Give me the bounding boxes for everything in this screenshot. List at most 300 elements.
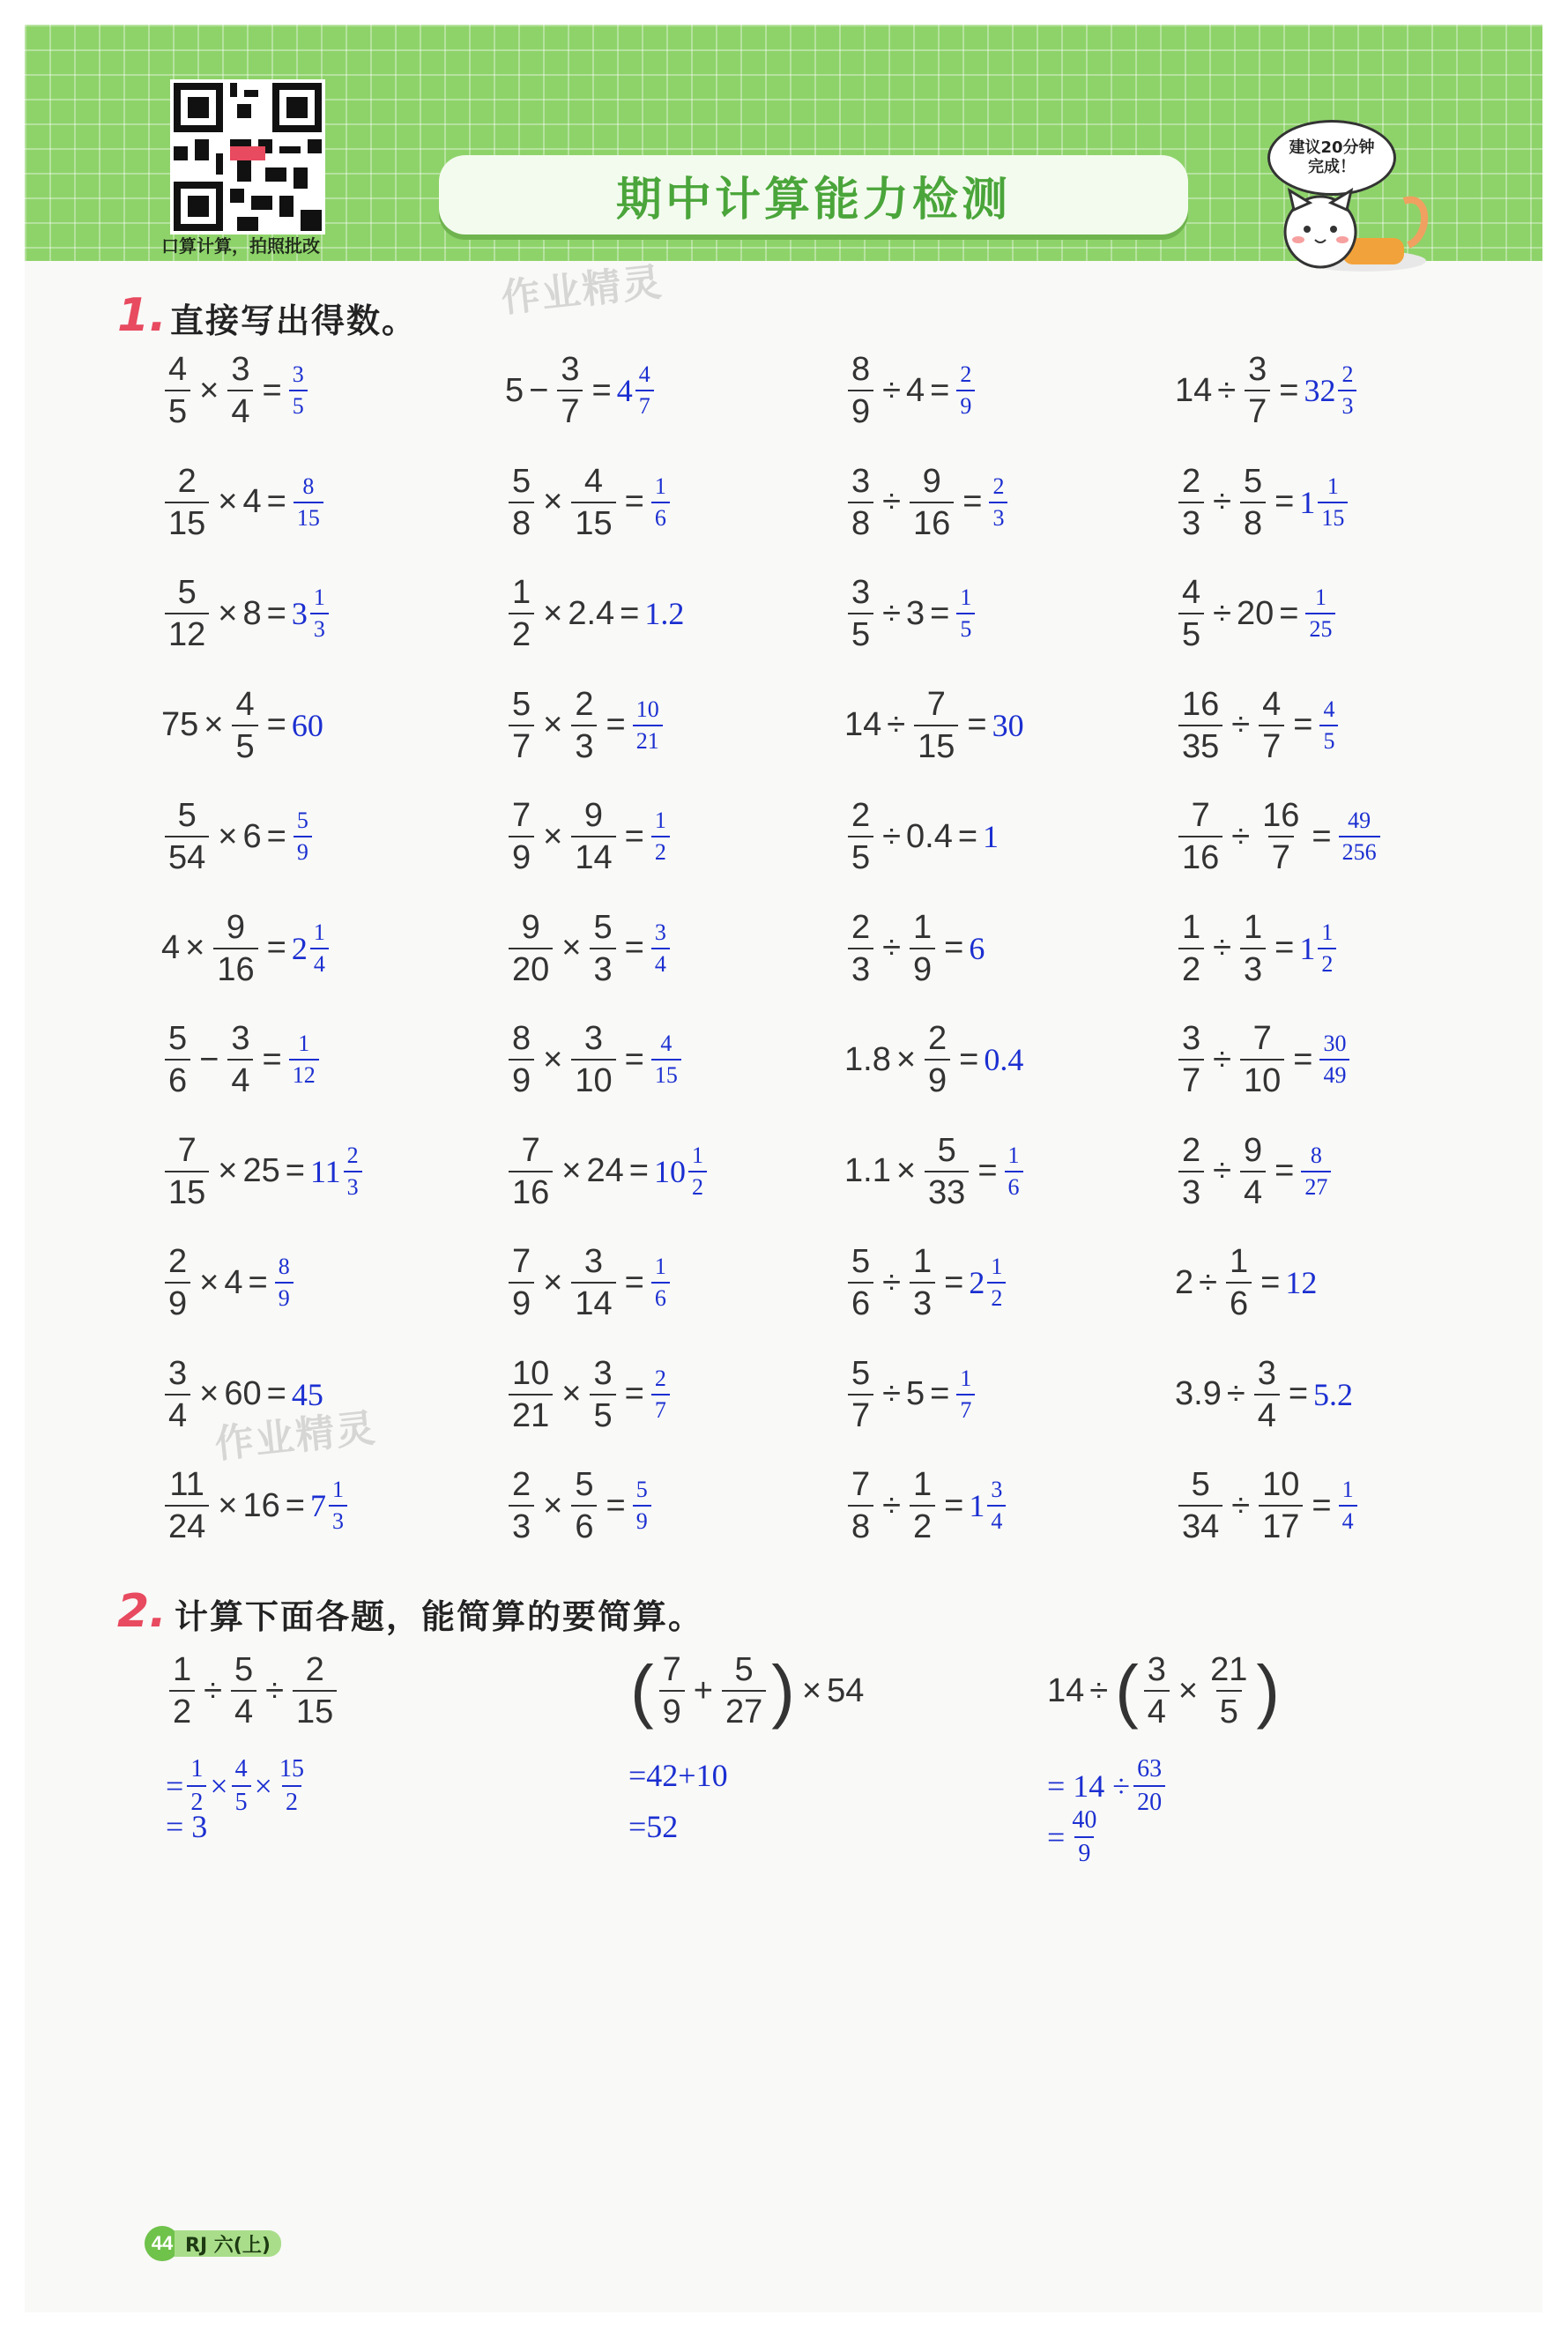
fraction [651, 1032, 681, 1087]
operator: ÷ [1089, 1671, 1109, 1709]
numerator: 5 [851, 1243, 871, 1280]
number: = [166, 1768, 184, 1804]
operator: ÷ [882, 594, 901, 632]
numerator: 2 [575, 685, 594, 723]
fraction [509, 1131, 553, 1211]
numerator: 15 [279, 1755, 304, 1783]
operator: = [620, 594, 640, 632]
operator: ÷ [1213, 1152, 1231, 1189]
denominator: 3 [310, 613, 329, 641]
numerator: 1 [654, 1254, 666, 1279]
denominator: 6 [651, 502, 670, 530]
number: 5.2 [1313, 1376, 1354, 1412]
operator: × [218, 817, 238, 855]
numerator: 4 [1262, 685, 1282, 723]
operator: = [266, 594, 286, 632]
numerator: 5 [734, 1651, 754, 1688]
denominator: 2 [282, 1785, 301, 1815]
problem-item [844, 565, 977, 662]
operator: = [957, 817, 978, 855]
numerator: 1 [1244, 908, 1263, 946]
fraction [1144, 1653, 1170, 1729]
fraction [169, 1653, 195, 1729]
denominator: 2 [509, 613, 534, 651]
denominator: 21 [633, 725, 663, 753]
numerator: 1 [1341, 1477, 1354, 1502]
number: 12 [1285, 1265, 1318, 1300]
denominator: 4 [1339, 1505, 1357, 1533]
answer [292, 809, 314, 864]
number: 75 [161, 706, 199, 743]
denominator: 3 [1178, 502, 1204, 540]
operator: − [529, 371, 549, 409]
numerator: 7 [662, 1651, 681, 1688]
denominator: 20 [509, 948, 553, 986]
operator: = [1274, 929, 1295, 966]
denominator: 7 [1259, 725, 1284, 763]
denominator: 54 [165, 836, 209, 875]
bubble-line-2: 完成！ [1308, 158, 1356, 176]
denominator: 4 [987, 1505, 1006, 1533]
number: = 14 ÷ [1047, 1768, 1131, 1804]
problem-item [844, 1234, 1007, 1331]
fraction [910, 908, 935, 988]
fraction [925, 1131, 969, 1211]
fraction [1178, 799, 1222, 875]
answer [987, 475, 1009, 530]
denominator: 2 [187, 1785, 206, 1815]
denominator: 5 [289, 390, 308, 418]
operator: = [1274, 483, 1295, 520]
operator: = [285, 1486, 305, 1524]
numerator: 3 [1147, 1651, 1166, 1688]
fraction [633, 698, 663, 753]
fraction [848, 462, 873, 542]
operator: = [959, 1040, 979, 1078]
fraction [329, 1478, 347, 1533]
denominator: 4 [231, 1690, 256, 1729]
watermark: 作业精灵 [499, 259, 665, 322]
work-line [1047, 1757, 1169, 1815]
answer [273, 1255, 295, 1310]
problem-item [505, 1123, 709, 1220]
denominator: 5 [1319, 725, 1338, 753]
denominator: 15 [294, 502, 323, 530]
operator: × [199, 1375, 219, 1412]
worksheet-page [25, 25, 1542, 2312]
number: 45 [291, 1376, 323, 1412]
numerator: 2 [851, 908, 871, 946]
numerator: 9 [226, 908, 246, 946]
operator: = [624, 1375, 644, 1412]
number: 1.8 [844, 1040, 891, 1078]
fraction [294, 475, 323, 530]
answer [292, 921, 331, 976]
operator: = [624, 929, 644, 966]
fraction [1259, 799, 1303, 875]
work-line [166, 1757, 311, 1815]
fraction [635, 363, 654, 418]
number: =52 [628, 1809, 679, 1844]
fraction [571, 1245, 615, 1321]
numerator: 5 [1191, 1466, 1210, 1503]
denominator: 2 [688, 1171, 707, 1199]
operator: = [1279, 371, 1299, 409]
numerator: 5 [937, 1131, 956, 1169]
expression [166, 1642, 340, 1739]
denominator: 12 [289, 1059, 319, 1087]
numerator: 3 [231, 351, 250, 388]
operator: = [1288, 1375, 1309, 1412]
numerator: 1 [1321, 919, 1334, 945]
problem-item [505, 788, 672, 885]
numerator: 3 [231, 1020, 250, 1057]
edition-label: RJ 六(上) [175, 2230, 281, 2257]
denominator: 16 [213, 948, 257, 986]
numerator: 2 [654, 1365, 666, 1391]
denominator: 3 [910, 1282, 935, 1321]
number: 6 [969, 930, 985, 966]
denominator: 8 [509, 502, 534, 540]
operator: = [624, 483, 644, 520]
denominator: 9 [925, 1059, 950, 1098]
numerator: 3 [561, 351, 580, 388]
numerator: 9 [521, 908, 540, 946]
answer [1304, 363, 1358, 418]
denominator: 17 [1259, 1505, 1303, 1544]
fraction [633, 1478, 651, 1533]
operator: ÷ [882, 1263, 901, 1301]
operator: ÷ [1213, 929, 1231, 966]
fraction [1318, 475, 1348, 530]
numerator: 5 [296, 808, 308, 833]
fraction [1133, 1757, 1165, 1815]
fraction [232, 1757, 251, 1815]
number: 60 [291, 707, 323, 743]
problem-item [505, 1346, 672, 1443]
numerator: 5 [234, 1651, 254, 1688]
operator: ÷ [1226, 1375, 1245, 1412]
numerator: 3 [654, 919, 666, 945]
denominator: 9 [165, 1282, 190, 1321]
fraction [1178, 685, 1222, 765]
number: 1 [1299, 484, 1316, 520]
number: 2 [969, 1265, 985, 1300]
number: 3.9 [1175, 1375, 1222, 1412]
denominator: 5 [232, 725, 257, 763]
denominator: 7 [1245, 390, 1270, 428]
fraction [651, 1367, 670, 1422]
denominator: 3 [509, 1505, 534, 1544]
denominator: 27 [722, 1690, 766, 1729]
numerator: 2 [512, 1466, 531, 1503]
operator: × [543, 1486, 563, 1524]
operator: = [266, 1375, 286, 1412]
number: 1 [983, 819, 1000, 854]
fraction [165, 462, 209, 542]
problem-item [161, 1457, 349, 1554]
operator: = [591, 371, 612, 409]
operator: ÷ [1231, 817, 1251, 855]
numerator: 4 [1323, 696, 1335, 722]
problem-item [505, 342, 656, 439]
fraction [231, 1653, 256, 1729]
problem-item [505, 565, 685, 662]
number: 4 [224, 1263, 243, 1301]
fraction [509, 685, 534, 765]
answer [1337, 809, 1382, 864]
answer [955, 363, 977, 418]
numerator: 1 [913, 1243, 933, 1280]
fraction [276, 1757, 308, 1815]
numerator: 3 [991, 1477, 1003, 1502]
problem-item [1175, 565, 1337, 662]
fraction [688, 1144, 707, 1199]
answer [1304, 586, 1337, 641]
fraction [344, 1144, 362, 1199]
problem-item [1175, 342, 1358, 439]
operator: = [1312, 817, 1332, 855]
numerator: 7 [1252, 1020, 1272, 1057]
operator: × [561, 1152, 582, 1189]
problem-item [505, 1457, 653, 1554]
fraction [571, 799, 615, 875]
operator: × [543, 1263, 563, 1301]
denominator: 21 [509, 1394, 553, 1433]
fraction [165, 1022, 190, 1098]
operator: × [1178, 1671, 1199, 1709]
numerator: 2 [851, 797, 871, 834]
number: 2 [291, 930, 308, 966]
fraction [848, 353, 873, 428]
numerator: 1 [512, 574, 531, 611]
problem-item [161, 788, 314, 885]
denominator: 3 [1178, 1171, 1204, 1209]
numerator: 4 [660, 1031, 673, 1056]
numerator: 3 [1182, 1020, 1201, 1057]
answer [631, 698, 665, 753]
denominator: 7 [848, 1394, 873, 1433]
answer [292, 586, 331, 641]
section-1-number: 1. [117, 289, 167, 342]
denominator: 9 [509, 1282, 534, 1321]
numerator: 7 [512, 797, 531, 834]
fraction [1068, 1808, 1100, 1866]
denominator: 2 [651, 836, 670, 864]
operator: × [218, 1486, 238, 1524]
answer [1313, 1376, 1354, 1413]
problem-item [161, 454, 325, 551]
numerator: 5 [575, 1466, 594, 1503]
fraction [848, 1468, 873, 1544]
answer [969, 1478, 1007, 1533]
problem-item [1175, 1457, 1359, 1554]
problem-item [505, 1234, 672, 1331]
section-1-title: 直接写出得数。 [170, 301, 418, 340]
answer [1318, 698, 1340, 753]
number: 1 [1299, 930, 1316, 966]
fraction [590, 908, 615, 988]
qr-code-icon[interactable] [170, 79, 325, 234]
denominator: 25 [1305, 613, 1335, 641]
numerator: 40 [1072, 1806, 1097, 1834]
answer [650, 1367, 672, 1422]
denominator: 12 [165, 613, 209, 651]
answer [287, 363, 309, 418]
fraction [1259, 685, 1284, 765]
numerator: 1 [960, 1365, 972, 1391]
numerator: 2 [928, 1020, 947, 1057]
number: = 3 [166, 1809, 208, 1844]
denominator: 3 [329, 1505, 347, 1533]
operator: = [266, 483, 286, 520]
fraction [1319, 1032, 1349, 1087]
fraction [848, 1354, 873, 1434]
number: 32 [1304, 373, 1336, 408]
answer [984, 1041, 1024, 1078]
fraction [165, 799, 209, 875]
answer [292, 1376, 324, 1413]
problem-item [505, 900, 672, 997]
expression [628, 1642, 864, 1739]
numerator: 8 [278, 1254, 290, 1279]
denominator: 5 [1178, 613, 1204, 651]
problem-item [844, 1346, 977, 1443]
operator: × [199, 371, 219, 409]
numerator: 1 [1182, 908, 1201, 946]
answer [650, 1255, 672, 1310]
fraction [848, 576, 873, 651]
parenthesis: ) [1256, 1651, 1281, 1730]
fraction [310, 921, 329, 976]
answer [310, 1478, 349, 1533]
operator: × [204, 706, 224, 743]
parenthesis: ( [1115, 1651, 1139, 1730]
number: 5 [906, 1375, 925, 1412]
operator: − [199, 1040, 219, 1078]
denominator: 8 [1240, 502, 1266, 540]
operator: = [262, 371, 282, 409]
answer [654, 1144, 709, 1199]
numerator: 3 [1257, 1354, 1276, 1392]
fraction [187, 1757, 206, 1815]
numerator: 10 [635, 696, 659, 722]
problem-item [844, 1123, 1025, 1220]
denominator: 3 [848, 948, 873, 986]
denominator: 4 [651, 948, 670, 976]
problem-item [844, 788, 1000, 885]
denominator: 5 [165, 390, 190, 428]
numerator: 3 [168, 1354, 188, 1392]
denominator: 7 [557, 390, 583, 428]
numerator: 63 [1137, 1755, 1163, 1783]
fraction [1339, 809, 1380, 864]
watermark: 作业精灵 [212, 1405, 379, 1468]
operator: × [801, 1671, 822, 1709]
problem-item [1175, 1234, 1318, 1331]
fraction [987, 1255, 1006, 1310]
fraction [275, 1255, 294, 1310]
page-footer [145, 2226, 281, 2261]
fraction [722, 1653, 766, 1729]
numerator: 7 [851, 1466, 871, 1503]
problem-item [1175, 1123, 1333, 1220]
fraction [1245, 353, 1270, 428]
problem-item [505, 677, 665, 774]
answer [650, 1032, 683, 1087]
operator: = [628, 1152, 649, 1189]
operator: ÷ [1213, 483, 1231, 520]
fraction [165, 1245, 190, 1321]
numerator: 5 [512, 462, 531, 500]
answer [992, 707, 1025, 744]
denominator: 4 [165, 1394, 190, 1433]
numerator: 4 [168, 351, 188, 388]
number: 2.4 [568, 594, 615, 632]
numerator: 1 [913, 908, 933, 946]
denominator: 34 [1178, 1505, 1222, 1544]
fraction [310, 586, 329, 641]
answer [644, 595, 685, 632]
number: 54 [827, 1671, 865, 1709]
fraction [1226, 1245, 1252, 1321]
denominator: 2 [169, 1690, 195, 1729]
numerator: 2 [1182, 1131, 1201, 1169]
operator: ÷ [1217, 371, 1237, 409]
numerator: 1 [991, 1254, 1003, 1279]
problem-item [844, 454, 1009, 551]
section-2-number: 2. [117, 1585, 167, 1638]
number: 3 [906, 594, 925, 632]
numerator: 16 [1182, 685, 1220, 723]
number: 25 [242, 1152, 280, 1189]
fraction [590, 1354, 615, 1434]
denominator: 6 [571, 1505, 597, 1544]
fraction [1318, 921, 1336, 976]
denominator: 7 [1178, 1059, 1204, 1098]
number: 60 [224, 1375, 262, 1412]
denominator: 9 [509, 836, 534, 875]
denominator: 9 [910, 948, 935, 986]
denominator: 14 [571, 836, 615, 875]
denominator: 15 [165, 502, 209, 540]
problem-item [1175, 900, 1338, 997]
denominator: 4 [1144, 1690, 1170, 1729]
operator: = [1312, 1486, 1332, 1524]
numerator: 1 [298, 1031, 310, 1056]
problem-item [844, 900, 985, 997]
number: 14 [844, 706, 882, 743]
fraction [509, 908, 553, 988]
denominator: 5 [590, 1394, 615, 1433]
numerator: 9 [583, 797, 604, 834]
work-line [1047, 1808, 1104, 1866]
numerator: 1 [313, 919, 325, 945]
answer [650, 809, 672, 864]
numerator: 10 [1262, 1466, 1300, 1503]
denominator: 3 [571, 725, 597, 763]
problem-item [161, 1011, 321, 1108]
operator: = [962, 483, 983, 520]
number: 3 [291, 596, 308, 631]
problem-item [1175, 677, 1340, 774]
bubble-line-1: 建议20分钟 [1289, 138, 1375, 157]
denominator: 5 [232, 1785, 251, 1815]
number: × [210, 1768, 228, 1804]
fraction [651, 921, 670, 976]
number: 16 [242, 1486, 280, 1524]
numerator: 1 [691, 1142, 703, 1168]
